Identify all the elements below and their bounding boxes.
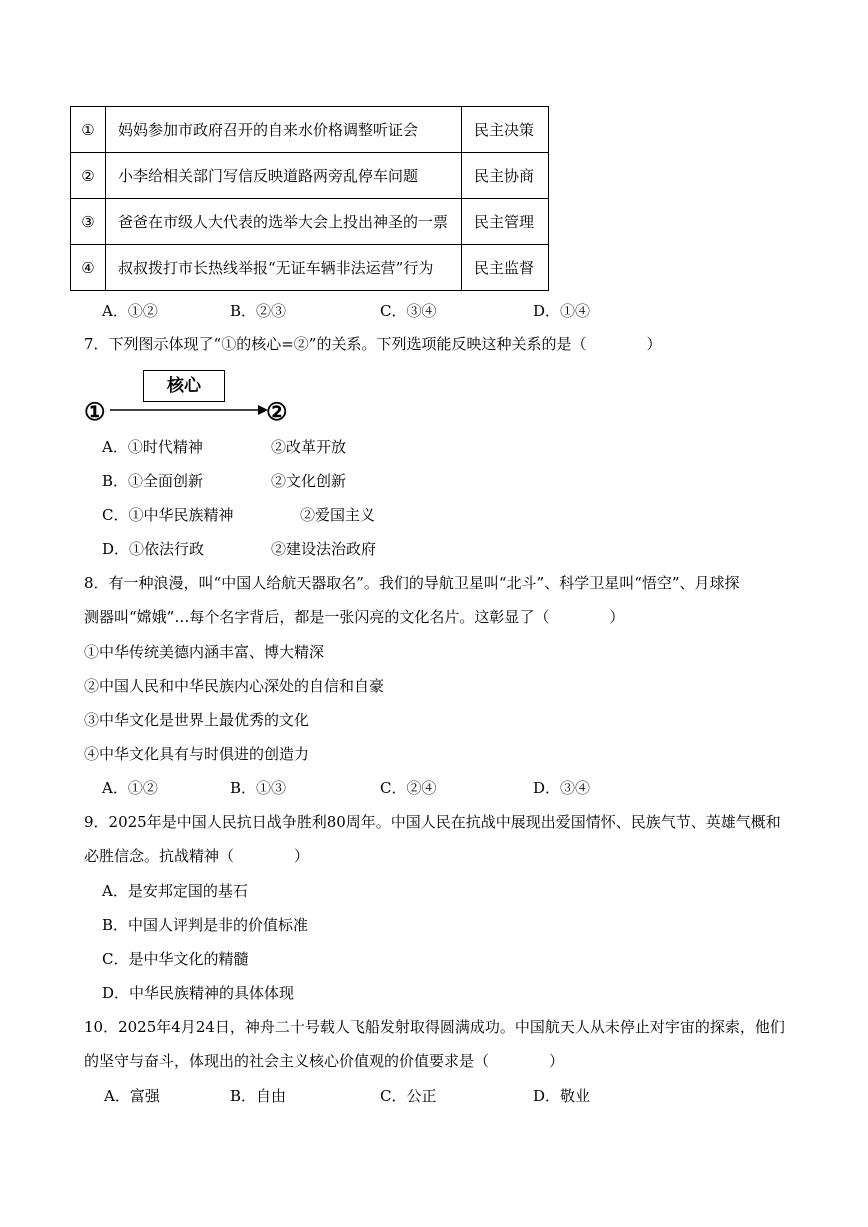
q7-option-c-part-2: ②爱国主义 — [300, 506, 376, 524]
q8-stem-line-1: 8．有一种浪漫，叫“中国人给航天器取名”。我们的导航卫星叫“北斗”、科学卫星叫“悟空”、月球探 — [84, 574, 740, 592]
row-category: 民主协商 — [462, 153, 549, 199]
q8-option-b[interactable]: B．①③ — [230, 779, 287, 797]
table-row — [71, 199, 549, 245]
q7-option-d[interactable] — [102, 538, 204, 559]
q9-option-d[interactable]: D．中华民族精神的具体体现 — [102, 984, 295, 1002]
row-number: ① — [71, 107, 106, 153]
q7-option-d-part-2: ②建设法治政府 — [271, 540, 377, 558]
q9-option-b[interactable]: B．中国人评判是非的价值标准 — [102, 916, 309, 934]
diagram-arrow — [108, 402, 268, 418]
table-row — [71, 245, 549, 291]
row-number: ③ — [71, 199, 106, 245]
diagram-node-2: ② — [266, 397, 288, 426]
q6-option-c[interactable]: C．③④ — [380, 302, 437, 320]
q6-option-d[interactable]: D．①④ — [533, 302, 591, 320]
row-description: 妈妈参加市政府召开的自来水价格调整听证会 — [106, 107, 462, 153]
q6-option-b[interactable]: B．②③ — [230, 302, 287, 320]
q9-stem-line-2: 必胜信念。抗战精神（ ） — [84, 847, 310, 865]
q7-stem: 7．下列图示体现了“①的核心=②”的关系。下列选项能反映这种关系的是（ ） — [84, 335, 662, 353]
q8-item-4: ④中华文化具有与时俱进的创造力 — [84, 745, 310, 763]
q7-option-a[interactable] — [102, 436, 203, 457]
option-part-1: D．①依法行政 — [102, 540, 205, 558]
row-number: ④ — [71, 245, 106, 291]
q9-option-c[interactable]: C．是中华文化的精髓 — [102, 950, 249, 968]
option-part-1: C．①中华民族精神 — [102, 506, 234, 524]
q8-option-c[interactable]: C．②④ — [380, 779, 437, 797]
q9-option-a[interactable]: A．是安邦定国的基石 — [102, 882, 248, 900]
q8-stem-line-2: 测器叫“嫦娥”…每个名字背后，都是一张闪亮的文化名片。这彰显了（ ） — [84, 608, 625, 626]
q10-option-a[interactable]: A．富强 — [104, 1087, 160, 1105]
q10-option-b[interactable]: B．自由 — [230, 1087, 287, 1105]
q8-option-d[interactable]: D．③④ — [533, 779, 591, 797]
table-row — [71, 107, 549, 153]
q7-option-b[interactable] — [102, 470, 203, 491]
row-category: 民主决策 — [462, 107, 549, 153]
diagram-core-box: 核心 — [143, 370, 225, 402]
q9-stem-line-1: 9．2025年是中国人民抗日战争胜利80周年。中国人民在抗战中展现出爱国情怀、民族气节、英雄气概和 — [84, 813, 781, 831]
q10-option-c[interactable]: C．公正 — [380, 1087, 437, 1105]
diagram-node-1: ① — [84, 397, 106, 426]
q7-option-b-part-2: ②文化创新 — [271, 472, 347, 490]
q10-stem-line-2: 的坚守与奋斗，体现出的社会主义核心价值观的价值要求是（ ） — [84, 1052, 565, 1070]
q6-table — [70, 106, 549, 291]
row-category: 民主监督 — [462, 245, 549, 291]
table-row — [71, 153, 549, 199]
row-description: 小李给相关部门写信反映道路两旁乱停车问题 — [106, 153, 462, 199]
q6-option-a[interactable]: A．①② — [102, 302, 158, 320]
q8-option-a[interactable]: A．①② — [102, 779, 158, 797]
q8-item-2: ②中国人民和中华民族内心深处的自信和自豪 — [84, 677, 385, 695]
q7-option-a-part-2: ②改革开放 — [271, 438, 347, 456]
q7-option-c[interactable] — [102, 504, 233, 525]
row-category: 民主管理 — [462, 199, 549, 245]
row-description: 爸爸在市级人大代表的选举大会上投出神圣的一票 — [106, 199, 462, 245]
option-part-1: B．①全面创新 — [102, 472, 204, 490]
row-number: ② — [71, 153, 106, 199]
row-description: 叔叔拨打市长热线举报“无证车辆非法运营”行为 — [106, 245, 462, 291]
q10-stem-line-1: 10．2025年4月24日，神舟二十号载人飞船发射取得圆满成功。中国航天人从未停止对宇宙的探索，他们 — [84, 1018, 785, 1036]
option-part-1: A．①时代精神 — [102, 438, 203, 456]
q8-item-3: ③中华文化是世界上最优秀的文化 — [84, 711, 310, 729]
q10-option-d[interactable]: D．敬业 — [533, 1087, 591, 1105]
q8-item-1: ①中华传统美德内涵丰富、博大精深 — [84, 643, 325, 661]
